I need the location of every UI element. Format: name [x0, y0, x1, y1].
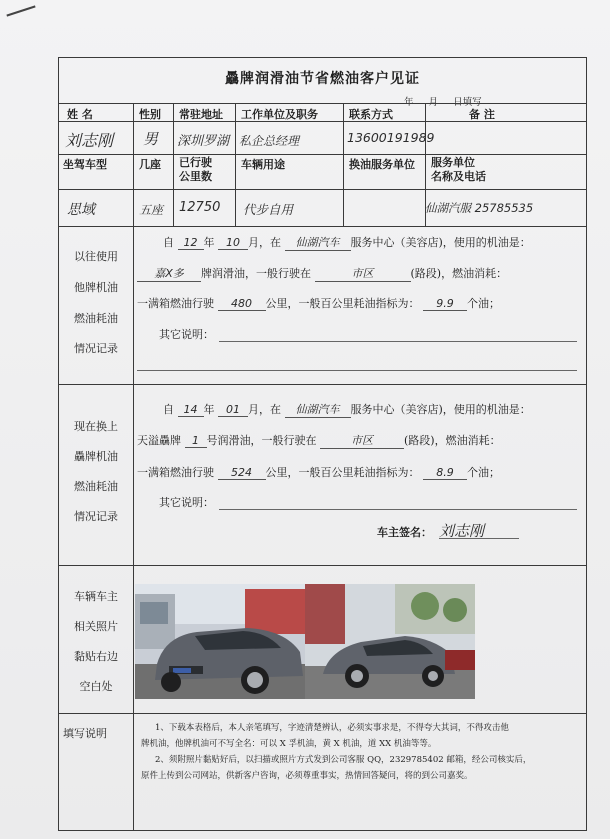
- curr-other-label: 其它说明：: [159, 496, 214, 509]
- curr-month: 01: [218, 403, 248, 417]
- col-name-header: 姓 名: [67, 108, 93, 121]
- seats-header: 几座: [139, 158, 161, 171]
- curr-km-per-tank: 524: [218, 466, 266, 480]
- prev-month: 10: [218, 236, 248, 250]
- side-label-current-1: 现在换上: [74, 420, 118, 433]
- curr-service-center: 仙湖汽车: [285, 401, 351, 418]
- name-value: 刘志刚: [65, 131, 114, 150]
- mileage-header: 已行驶 公里数: [179, 156, 212, 183]
- side-label-photo-2: 相关照片: [74, 620, 118, 633]
- col-work-header: 工作单位及职务: [241, 108, 318, 121]
- side-label-previous-2: 他牌机油: [74, 281, 118, 294]
- oil-service-header: 换油服务单位: [349, 158, 415, 171]
- address-value: 深圳罗湖: [177, 134, 230, 149]
- side-label-previous-1: 以往使用: [74, 250, 118, 263]
- side-label-previous-4: 情况记录: [74, 342, 118, 355]
- curr-l-per-100km: 8.9: [423, 466, 467, 480]
- side-label-current-2: 驫牌机油: [74, 450, 118, 463]
- car-photo-side: [305, 584, 475, 699]
- curr-line-3: 一满箱燃油行驶 524 公里，一般百公里耗油指标为： 8.9 个油；: [137, 466, 500, 479]
- mileage-value: 12750: [179, 200, 221, 215]
- owner-signature: 刘志刚: [439, 522, 485, 540]
- pen-mark: [6, 5, 35, 16]
- prev-service-center: 仙湖汽车: [285, 234, 351, 251]
- form-title: 驫牌润滑油节省燃油客户见证: [225, 71, 420, 87]
- phone-value: 13600191989: [347, 130, 435, 145]
- instructions-text: 1、下载本表格后，本人亲笔填写，字迹清楚辨认，必须实事求是，不得夸大其词，不得攻击他 牌机油，他牌机油可不写全名：可以 X 孚机油，黄 X 机油，道 XX 机油等等。 2、须附照片黏贴好后，以扫描或照片方式发到公司客服 QQ，2329785402 邮箱，经公司核实后， 原件上传到公司网站，供新客户咨询，必须尊重事实，热情回答疑问，将的到公司嘉奖。: [141, 723, 532, 781]
- curr-road: 市区: [320, 432, 404, 449]
- prev-line-3: 一满箱燃油行驶 480 公里，一般百公里耗油指标为： 9.9 个油；: [137, 297, 500, 310]
- prev-km-per-tank: 480: [218, 297, 266, 311]
- customer-testimonial-form: [58, 57, 587, 831]
- prev-other-label: 其它说明：: [159, 328, 214, 341]
- gender-value: 男: [143, 130, 159, 148]
- usage-header: 车辆用途: [241, 158, 285, 171]
- side-label-photo-4: 空白处: [79, 680, 113, 693]
- side-label-photo-3: 黏贴右边: [74, 650, 118, 663]
- instructions-label: 填写说明: [63, 727, 107, 740]
- usage-value: 代步自用: [243, 202, 294, 217]
- service-unit-value: 仙湖汽服 25785535: [425, 201, 534, 215]
- side-label-current-4: 情况记录: [74, 510, 118, 523]
- col-address-header: 常驻地址: [179, 108, 223, 121]
- car-photo-front: [135, 584, 305, 699]
- side-label-photo-1: 车辆车主: [74, 590, 118, 603]
- car-model-value: 思域: [67, 202, 95, 218]
- curr-line-1: 自 14 年 01 月，在 仙湖汽车 服务中心（美容店)，使用的机油是：: [163, 403, 531, 416]
- col-phone-header: 联系方式: [349, 108, 393, 121]
- side-label-previous-3: 燃油耗油: [74, 312, 118, 325]
- prev-year: 12: [178, 236, 204, 250]
- car-model-header: 坐驾车型: [63, 158, 107, 171]
- prev-line-2: 嘉X多 牌润滑油，一般行驶在 市区 (路段)，燃油消耗：: [137, 265, 507, 282]
- col-remark-header: 备 注: [469, 108, 495, 121]
- work-value: 私企总经理: [239, 134, 300, 148]
- curr-oil-number: 1: [185, 434, 207, 448]
- seats-value: 五座: [139, 203, 164, 217]
- owner-signature-label: 车主签名：: [377, 526, 432, 539]
- curr-line-2: 天溢驫牌 1 号润滑油，一般行驶在 市区 (路段)，燃油消耗：: [137, 434, 501, 447]
- prev-l-per-100km: 9.9: [423, 297, 467, 311]
- prev-road: 市区: [315, 265, 411, 282]
- service-unit-header: 服务单位 名称及电话: [431, 156, 486, 183]
- side-label-current-3: 燃油耗油: [74, 480, 118, 493]
- curr-year: 14: [178, 403, 204, 417]
- col-gender-header: 性别: [139, 108, 161, 121]
- prev-oil-brand: 嘉X多: [137, 265, 201, 282]
- prev-line-1: 自 12 年 10 月，在 仙湖汽车 服务中心（美容店)，使用的机油是：: [163, 236, 531, 249]
